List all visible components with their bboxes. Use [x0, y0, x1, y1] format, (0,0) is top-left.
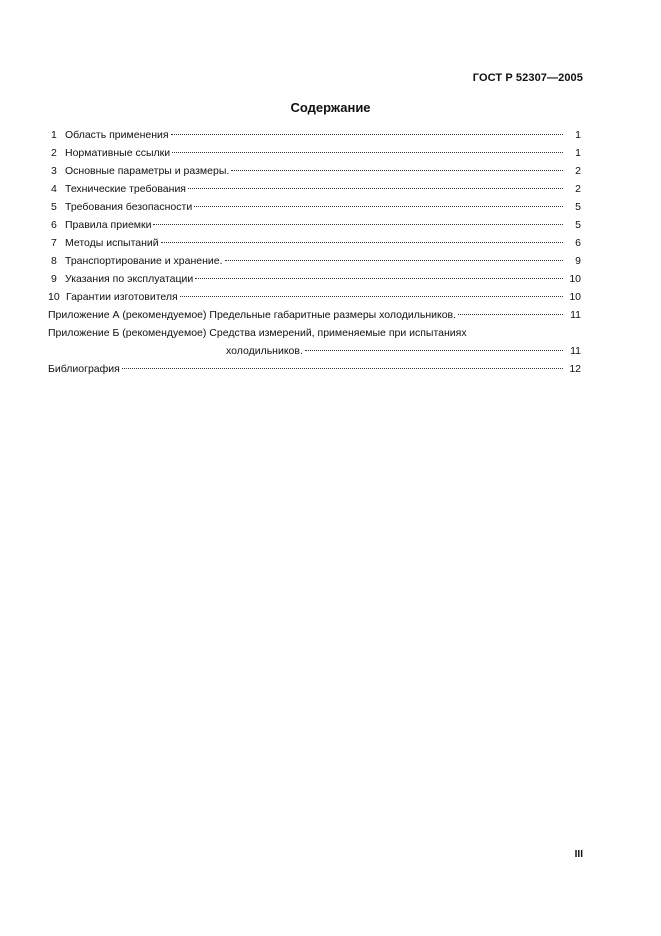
toc-entry-label: холодильников.	[226, 345, 303, 357]
toc-entry-page: 11	[570, 309, 581, 321]
toc-entry-page: 6	[575, 237, 581, 249]
toc-entry-page: 5	[575, 219, 581, 231]
toc-entry-number: 2	[51, 147, 57, 159]
toc-annex-a[interactable]	[48, 306, 581, 324]
dot-leader	[194, 196, 563, 207]
dot-leader	[225, 250, 563, 261]
toc-entry-number: 9	[51, 273, 57, 285]
toc-entry-number: 8	[51, 255, 57, 267]
dot-leader	[231, 160, 563, 171]
toc-entry-label: Указания по эксплуатации	[65, 273, 194, 285]
toc-entry-label: Технические требования	[65, 183, 186, 195]
table-of-contents	[48, 126, 581, 378]
page-title: Содержание	[290, 100, 371, 115]
toc-entry-page: 12	[569, 363, 581, 375]
toc-entry-page: 1	[575, 147, 581, 159]
toc-entry-label: Библиография	[48, 363, 120, 375]
toc-entry-number: 3	[51, 165, 57, 177]
toc-entry-page: 9	[575, 255, 581, 267]
dot-leader	[122, 358, 563, 369]
dot-leader	[172, 142, 563, 153]
toc-entry-page: 2	[575, 183, 581, 195]
dot-leader	[195, 268, 563, 279]
toc-entry-page: 5	[575, 201, 581, 213]
toc-entry-number: 10	[48, 291, 60, 303]
toc-entry-label: Приложение А (рекомендуемое) Предельные габаритные размеры холодильников.	[48, 309, 457, 321]
toc-entry-label: Область применения	[65, 129, 169, 141]
toc-entry-number: 1	[51, 129, 57, 141]
toc-entry-page: 1	[575, 129, 581, 141]
dot-leader	[161, 232, 563, 243]
dot-leader	[305, 340, 563, 351]
toc-entry-label: Правила приемки	[65, 219, 152, 231]
dot-leader	[153, 214, 563, 225]
toc-entry-number: 6	[51, 219, 57, 231]
dot-leader	[458, 304, 563, 315]
toc-entry-label: Требования безопасности	[65, 201, 193, 213]
toc-entry-page: 10	[569, 291, 581, 303]
dot-leader	[188, 178, 563, 189]
toc-bibliography[interactable]	[48, 360, 581, 378]
toc-entry-label: Основные параметры и размеры.	[65, 165, 230, 177]
toc-entry-page: 11	[570, 345, 581, 357]
toc-entry-label: Приложение Б (рекомендуемое) Средства измерений, применяемые при испытаниях	[48, 327, 467, 339]
toc-entry-page: 10	[569, 273, 581, 285]
toc-entry-number: 7	[51, 237, 57, 249]
toc-entry-label: Методы испытаний	[65, 237, 159, 249]
toc-entry-label: Гарантии изготовителя	[66, 291, 178, 303]
toc-entry-label: Нормативные ссылки	[65, 147, 171, 159]
page-number: III	[574, 849, 583, 860]
document-code: ГОСТ Р 52307—2005	[472, 72, 583, 84]
toc-entry-page: 2	[575, 165, 581, 177]
toc-entry-label: Транспортирование и хранение.	[65, 255, 223, 267]
toc-entry-number: 4	[51, 183, 57, 195]
toc-entry-number: 5	[51, 201, 57, 213]
dot-leader	[171, 124, 563, 135]
dot-leader	[180, 286, 563, 297]
